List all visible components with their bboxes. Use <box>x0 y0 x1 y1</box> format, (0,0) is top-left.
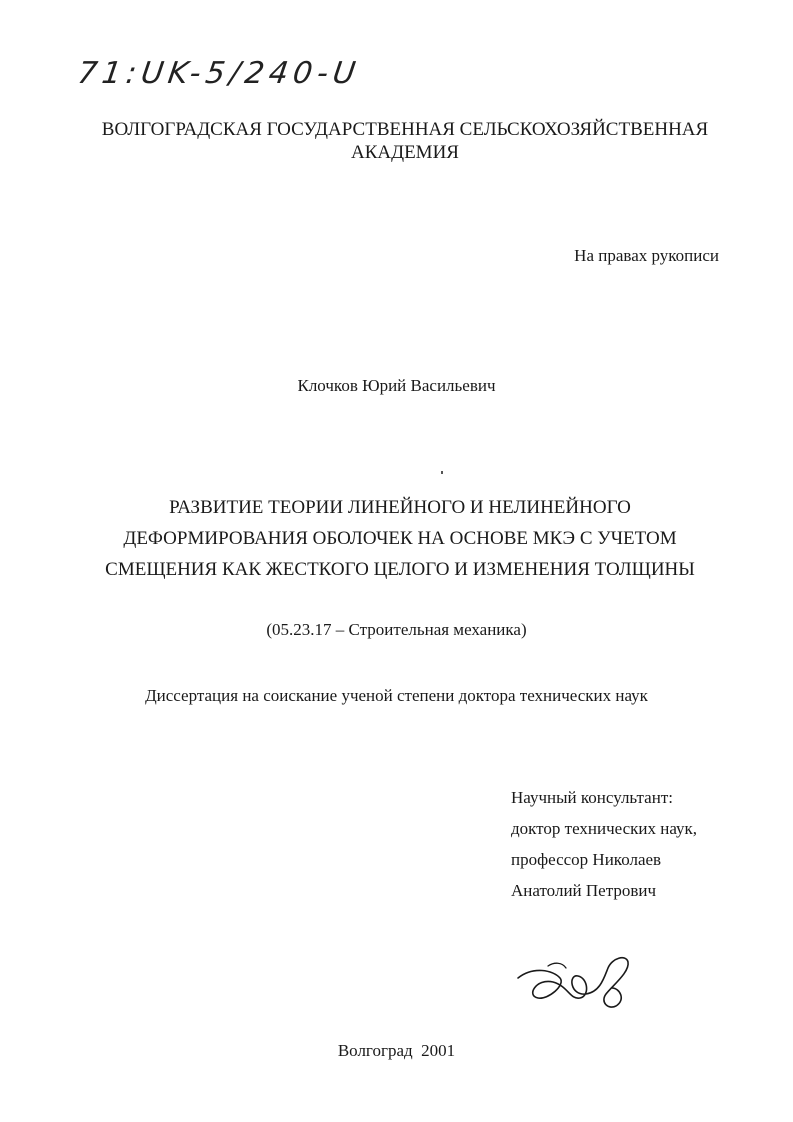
institution-name <box>60 118 750 164</box>
institution-line-2: АКАДЕМИЯ <box>351 142 459 163</box>
rights-note: На правах рукописи <box>574 246 719 265</box>
city-and-year: Волгоград 2001 <box>337 1041 456 1060</box>
title-line-3: СМЕЩЕНИЯ КАК ЖЕСТКОГО ЦЕЛОГО И ИЗМЕНЕНИЯ ТОЛЩИНЫ <box>105 559 695 580</box>
scientific-advisor <box>511 782 697 906</box>
advisor-label: Научный консультант: <box>511 788 673 807</box>
handwritten-signature <box>508 948 648 1023</box>
degree-statement: Диссертация на соискание ученой степени доктора технических наук <box>145 686 648 705</box>
advisor-name: Анатолий Петрович <box>511 881 657 900</box>
signature-drawing <box>508 948 648 1018</box>
title-line-1: РАЗВИТИЕ ТЕОРИИ ЛИНЕЙНОГО И НЕЛИНЕЙНОГО <box>169 497 631 518</box>
speciality-code: (05.23.17 – Строительная механика) <box>266 620 527 639</box>
institution-line-1: ВОЛГОГРАДСКАЯ ГОСУДАРСТВЕННАЯ СЕЛЬСКОХОЗЯЙСТВЕННАЯ <box>101 119 709 140</box>
title-line-2: ДЕФОРМИРОВАНИЯ ОБОЛОЧЕК НА ОСНОВЕ МКЭ С УЧЕТОМ <box>123 528 677 549</box>
author-name: Клочков Юрий Васильевич <box>297 376 496 395</box>
scan-speck <box>441 471 443 474</box>
archive-stamp-number: 71:UK-5/240-U <box>75 56 363 91</box>
advisor-title: профессор Николаев <box>511 850 662 869</box>
dissertation-title <box>60 492 740 585</box>
advisor-degree: доктор технических наук, <box>511 819 698 838</box>
